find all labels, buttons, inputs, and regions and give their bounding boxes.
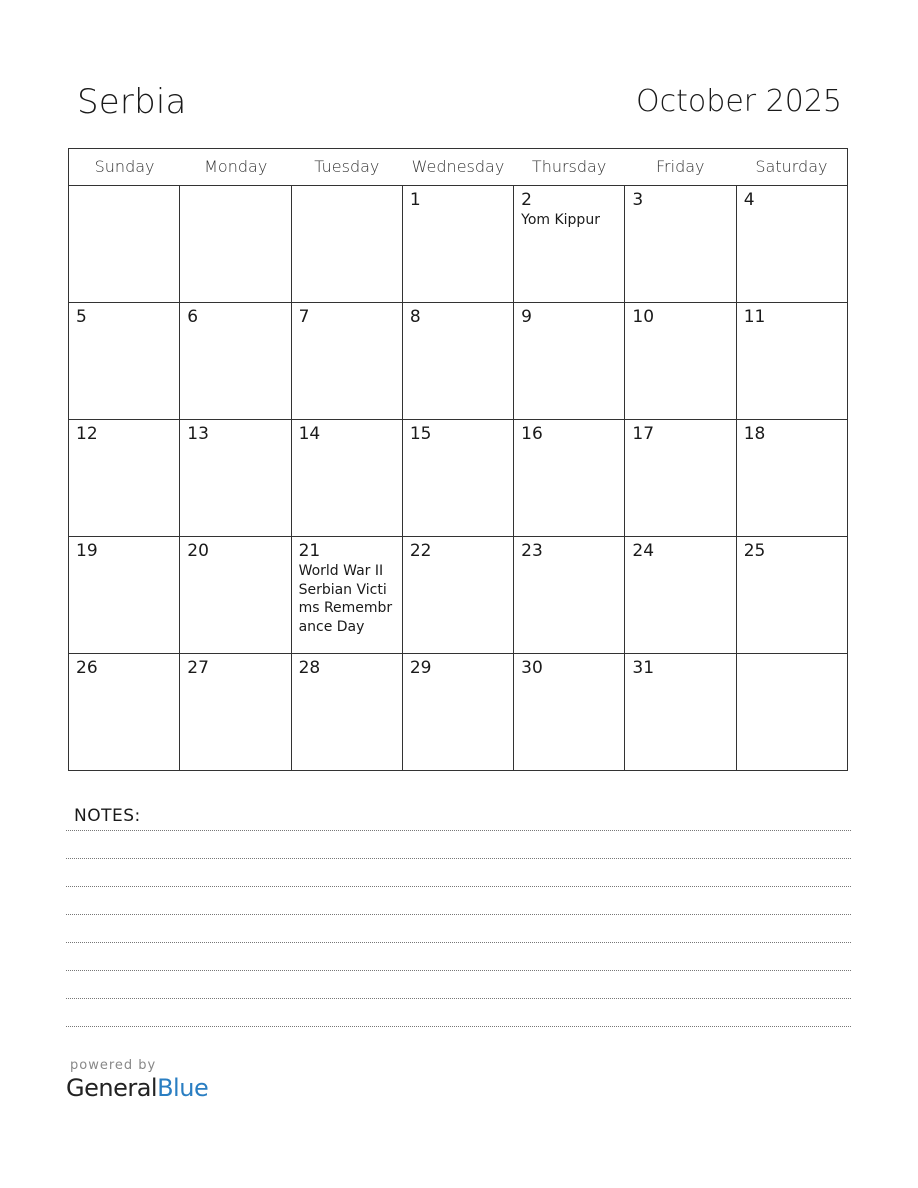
weekday-header: Wednesday	[411, 157, 505, 176]
calendar-day-cell	[69, 303, 180, 419]
day-number: 23	[521, 541, 543, 561]
calendar-day-cell	[625, 654, 736, 770]
weekday-header: Friday	[656, 157, 705, 176]
day-number: 31	[632, 658, 655, 678]
weekday-header: Monday	[204, 157, 268, 176]
day-number: 11	[743, 307, 766, 327]
calendar-day-cell	[180, 537, 291, 653]
calendar-day-cell	[737, 537, 847, 653]
calendar-day-cell	[403, 537, 514, 653]
calendar-week-row	[69, 303, 847, 420]
day-number: 21	[298, 541, 321, 561]
day-number: 12	[76, 424, 98, 444]
calendar-day-cell	[403, 303, 514, 419]
calendar-day-cell	[403, 420, 514, 536]
calendar-day-cell	[292, 186, 403, 302]
brand-name-general: General	[66, 1074, 158, 1102]
day-number: 6	[187, 307, 199, 327]
calendar-day-cell	[737, 186, 847, 302]
calendar-day-cell	[292, 420, 403, 536]
day-number: 5	[76, 307, 87, 327]
calendar-day-cell	[737, 303, 847, 419]
calendar-day-cell	[180, 420, 291, 536]
calendar-week-row	[69, 654, 847, 770]
day-number: 30	[521, 658, 543, 678]
day-number: 14	[298, 424, 321, 444]
calendar-day-cell	[69, 420, 180, 536]
calendar-day-cell	[180, 186, 291, 302]
calendar-day-cell	[180, 303, 291, 419]
calendar-weeks	[69, 186, 847, 770]
note-line	[66, 942, 851, 943]
calendar-day-cell	[625, 537, 736, 653]
calendar-day-cell	[737, 654, 847, 770]
day-number: 22	[409, 541, 432, 561]
day-number: 19	[76, 541, 98, 561]
day-number: 16	[521, 424, 543, 444]
note-line	[66, 998, 851, 999]
calendar-day-cell	[292, 303, 403, 419]
powered-by-text: powered by	[70, 1058, 157, 1073]
weekday-header: Sunday	[94, 157, 155, 176]
day-number: 26	[76, 658, 98, 678]
note-line	[66, 1026, 851, 1027]
day-number: 4	[743, 190, 755, 210]
day-number: 10	[632, 307, 655, 327]
note-line	[66, 970, 851, 971]
calendar-day-cell	[737, 420, 847, 536]
day-number: 8	[409, 307, 421, 327]
calendar-week-row	[69, 537, 847, 654]
month-year-title: October 2025	[636, 84, 842, 119]
calendar-grid	[68, 148, 848, 771]
holiday-event: Yom Kippur	[521, 212, 600, 228]
note-line	[66, 830, 851, 831]
day-number: 7	[298, 307, 310, 327]
weekday-header: Saturday	[755, 157, 828, 176]
day-number: 3	[632, 190, 644, 210]
calendar-day-cell	[180, 654, 291, 770]
calendar-day-cell	[292, 537, 403, 653]
holiday-event: World War II Serbian Victims Remembrance Day	[298, 563, 393, 635]
day-number: 29	[409, 658, 432, 678]
day-number: 1	[409, 190, 421, 210]
calendar-week-row	[69, 420, 847, 537]
note-line	[66, 886, 851, 887]
day-number: 17	[632, 424, 655, 444]
day-number: 18	[743, 424, 766, 444]
calendar-day-cell	[403, 186, 514, 302]
calendar-day-cell	[403, 654, 514, 770]
calendar-day-cell	[625, 303, 736, 419]
calendar-day-cell	[514, 420, 625, 536]
calendar-day-cell	[292, 654, 403, 770]
weekday-header: Thursday	[531, 157, 607, 176]
weekday-header: Tuesday	[314, 157, 380, 176]
day-number: 15	[409, 424, 432, 444]
day-number: 2	[521, 190, 532, 210]
calendar-day-cell	[69, 537, 180, 653]
day-number: 13	[187, 424, 209, 444]
day-number: 25	[743, 541, 766, 561]
weekday-header-row	[69, 149, 847, 186]
brand-logo	[66, 1074, 208, 1102]
brand-name-blue: Blue	[157, 1074, 209, 1102]
country-title: Serbia	[77, 82, 187, 122]
calendar-day-cell	[514, 303, 625, 419]
calendar-day-cell	[514, 537, 625, 653]
note-line	[66, 858, 851, 859]
day-number: 28	[298, 658, 321, 678]
day-number: 20	[187, 541, 209, 561]
calendar-day-cell	[69, 654, 180, 770]
notes-label: NOTES:	[74, 806, 141, 826]
day-number: 24	[632, 541, 655, 561]
calendar-day-cell	[514, 654, 625, 770]
calendar-day-cell	[514, 186, 625, 302]
day-number: 27	[187, 658, 209, 678]
note-line	[66, 914, 851, 915]
calendar-day-cell	[625, 186, 736, 302]
day-number: 9	[521, 307, 532, 327]
calendar-day-cell	[69, 186, 180, 302]
calendar-week-row	[69, 186, 847, 303]
calendar-day-cell	[625, 420, 736, 536]
